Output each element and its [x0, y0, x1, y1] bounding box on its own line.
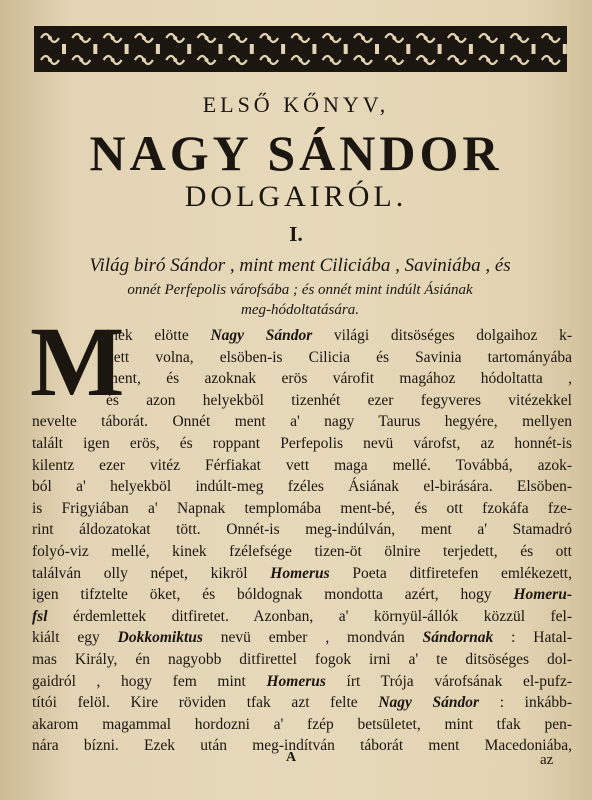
text-line	[32, 411, 572, 433]
text-line	[32, 325, 572, 347]
italic-name: Nagy Sándor	[378, 694, 480, 712]
italic-name: Dokkomiktus	[117, 629, 203, 647]
summary-line: Világ biró Sándor , mint ment Ciliciába , Saviniába , és	[89, 255, 511, 276]
text-segment: írt Trója várofsának el-pufz-	[325, 672, 573, 690]
body-text	[32, 325, 572, 757]
chapter-number: I.	[289, 222, 303, 246]
text-line	[32, 671, 572, 693]
text-segment: találván olly népet, kikröl	[32, 564, 271, 582]
text-line	[32, 649, 572, 671]
text-line	[32, 368, 572, 390]
text-segment: ment, és azoknak erös várofit magához hódoltatta ,	[106, 370, 572, 388]
text-line	[32, 584, 572, 606]
text-segment: akarom magammal hordozni a' fzép betsületet, mint tfak pen-	[32, 715, 572, 733]
text-segment: dett volna, elsöben-is Cilicia és Savinia tartományába	[106, 348, 572, 366]
text-segment: és azon helyekböl tizenhét ezer fegyveres vitézekkel	[106, 391, 572, 409]
italic-name: Homerus	[270, 564, 330, 582]
text-segment: nevü ember , mondván	[202, 629, 423, 647]
text-segment: kiált egy	[32, 629, 118, 647]
text-line	[32, 476, 572, 498]
title-main: NAGY SÁNDOR	[89, 125, 503, 181]
drop-cap: M	[30, 306, 125, 417]
text-segment: : inkább-	[479, 694, 573, 712]
italic-name: Nagy Sándor	[210, 327, 313, 344]
text-line	[32, 692, 572, 714]
text-line	[32, 390, 572, 412]
text-segment: világi ditsöséges dolgaihoz k-	[312, 327, 572, 344]
summary-line: onnét Perfepolis várofsába ; és onnét mint indúlt Ásiának	[127, 282, 473, 298]
text-segment: igen tifztelte öket, és bóldognak mondotta azért, hogy	[32, 586, 514, 604]
text-segment: títói felöl. Kire röviden tfak azt felte	[32, 694, 379, 712]
text-line	[32, 455, 572, 477]
text-segment: kilentz ezer vitéz Férfiakat vett maga mellé. Továbbá, azok-	[32, 456, 572, 474]
summary-line: meg-hódoltatására.	[241, 302, 359, 318]
text-segment: ból a' helyekböl indúlt-meg fzéles Ásiának el-birására. Elsöben-	[32, 478, 572, 496]
text-segment: gaidról , hogy fem mint	[32, 672, 267, 690]
text-segment: talált igen erös, és roppant Perfepolis nevü várofst, az honnét-is	[32, 434, 572, 452]
text-line	[32, 541, 572, 563]
catchword: az	[540, 752, 554, 768]
text-line	[32, 347, 572, 369]
text-segment: Poeta ditfiretefen emlékezett,	[329, 564, 572, 582]
italic-name: Sándornak	[422, 629, 494, 647]
text-line	[32, 606, 572, 628]
text-line	[32, 498, 572, 520]
text-segment: inek elötte	[106, 327, 211, 344]
text-segment: mas Király, én nagyobb ditfirettel fogok irni a' te ditsöséges dol-	[32, 650, 572, 668]
text-line	[32, 563, 572, 585]
text-segment: folyó-viz mellé, kinek fzélefsége tizen-öt ölnire terjedett, és ott	[32, 542, 572, 560]
text-segment: érdemlettek ditfiretet. Azonban, a' környül-állók közzül fel-	[47, 607, 572, 625]
text-line	[32, 735, 572, 757]
text-segment: rint áldozatokat tött. Onnét-is meg-indúlván, ment a' Stamadró	[32, 521, 572, 539]
book-heading: ELSŐ KŐNYV,	[202, 92, 390, 117]
text-line	[32, 714, 572, 736]
italic-name: Homerus	[266, 672, 326, 690]
italic-name: fsl	[32, 607, 48, 625]
signature-mark: A	[286, 750, 297, 765]
title-sub: DOLGAIRÓL.	[184, 180, 408, 213]
text-line	[32, 519, 572, 541]
text-segment: is Frigyiában a' Napnak templomába ment-bé, és ott fzokáfa fze-	[32, 499, 572, 517]
text-segment: nevelte táborát. Onnét ment a' nagy Taurus hegyére, mellyen	[32, 413, 572, 431]
italic-name: Homeru-	[513, 586, 572, 604]
text-segment: : Hatal-	[493, 629, 572, 647]
text-line	[32, 433, 572, 455]
text-line	[32, 627, 572, 649]
ornament-border	[34, 26, 567, 72]
text-segment: nára bízni. Ezek után meg-indítván táborát ment Macedoniába,	[32, 737, 572, 755]
